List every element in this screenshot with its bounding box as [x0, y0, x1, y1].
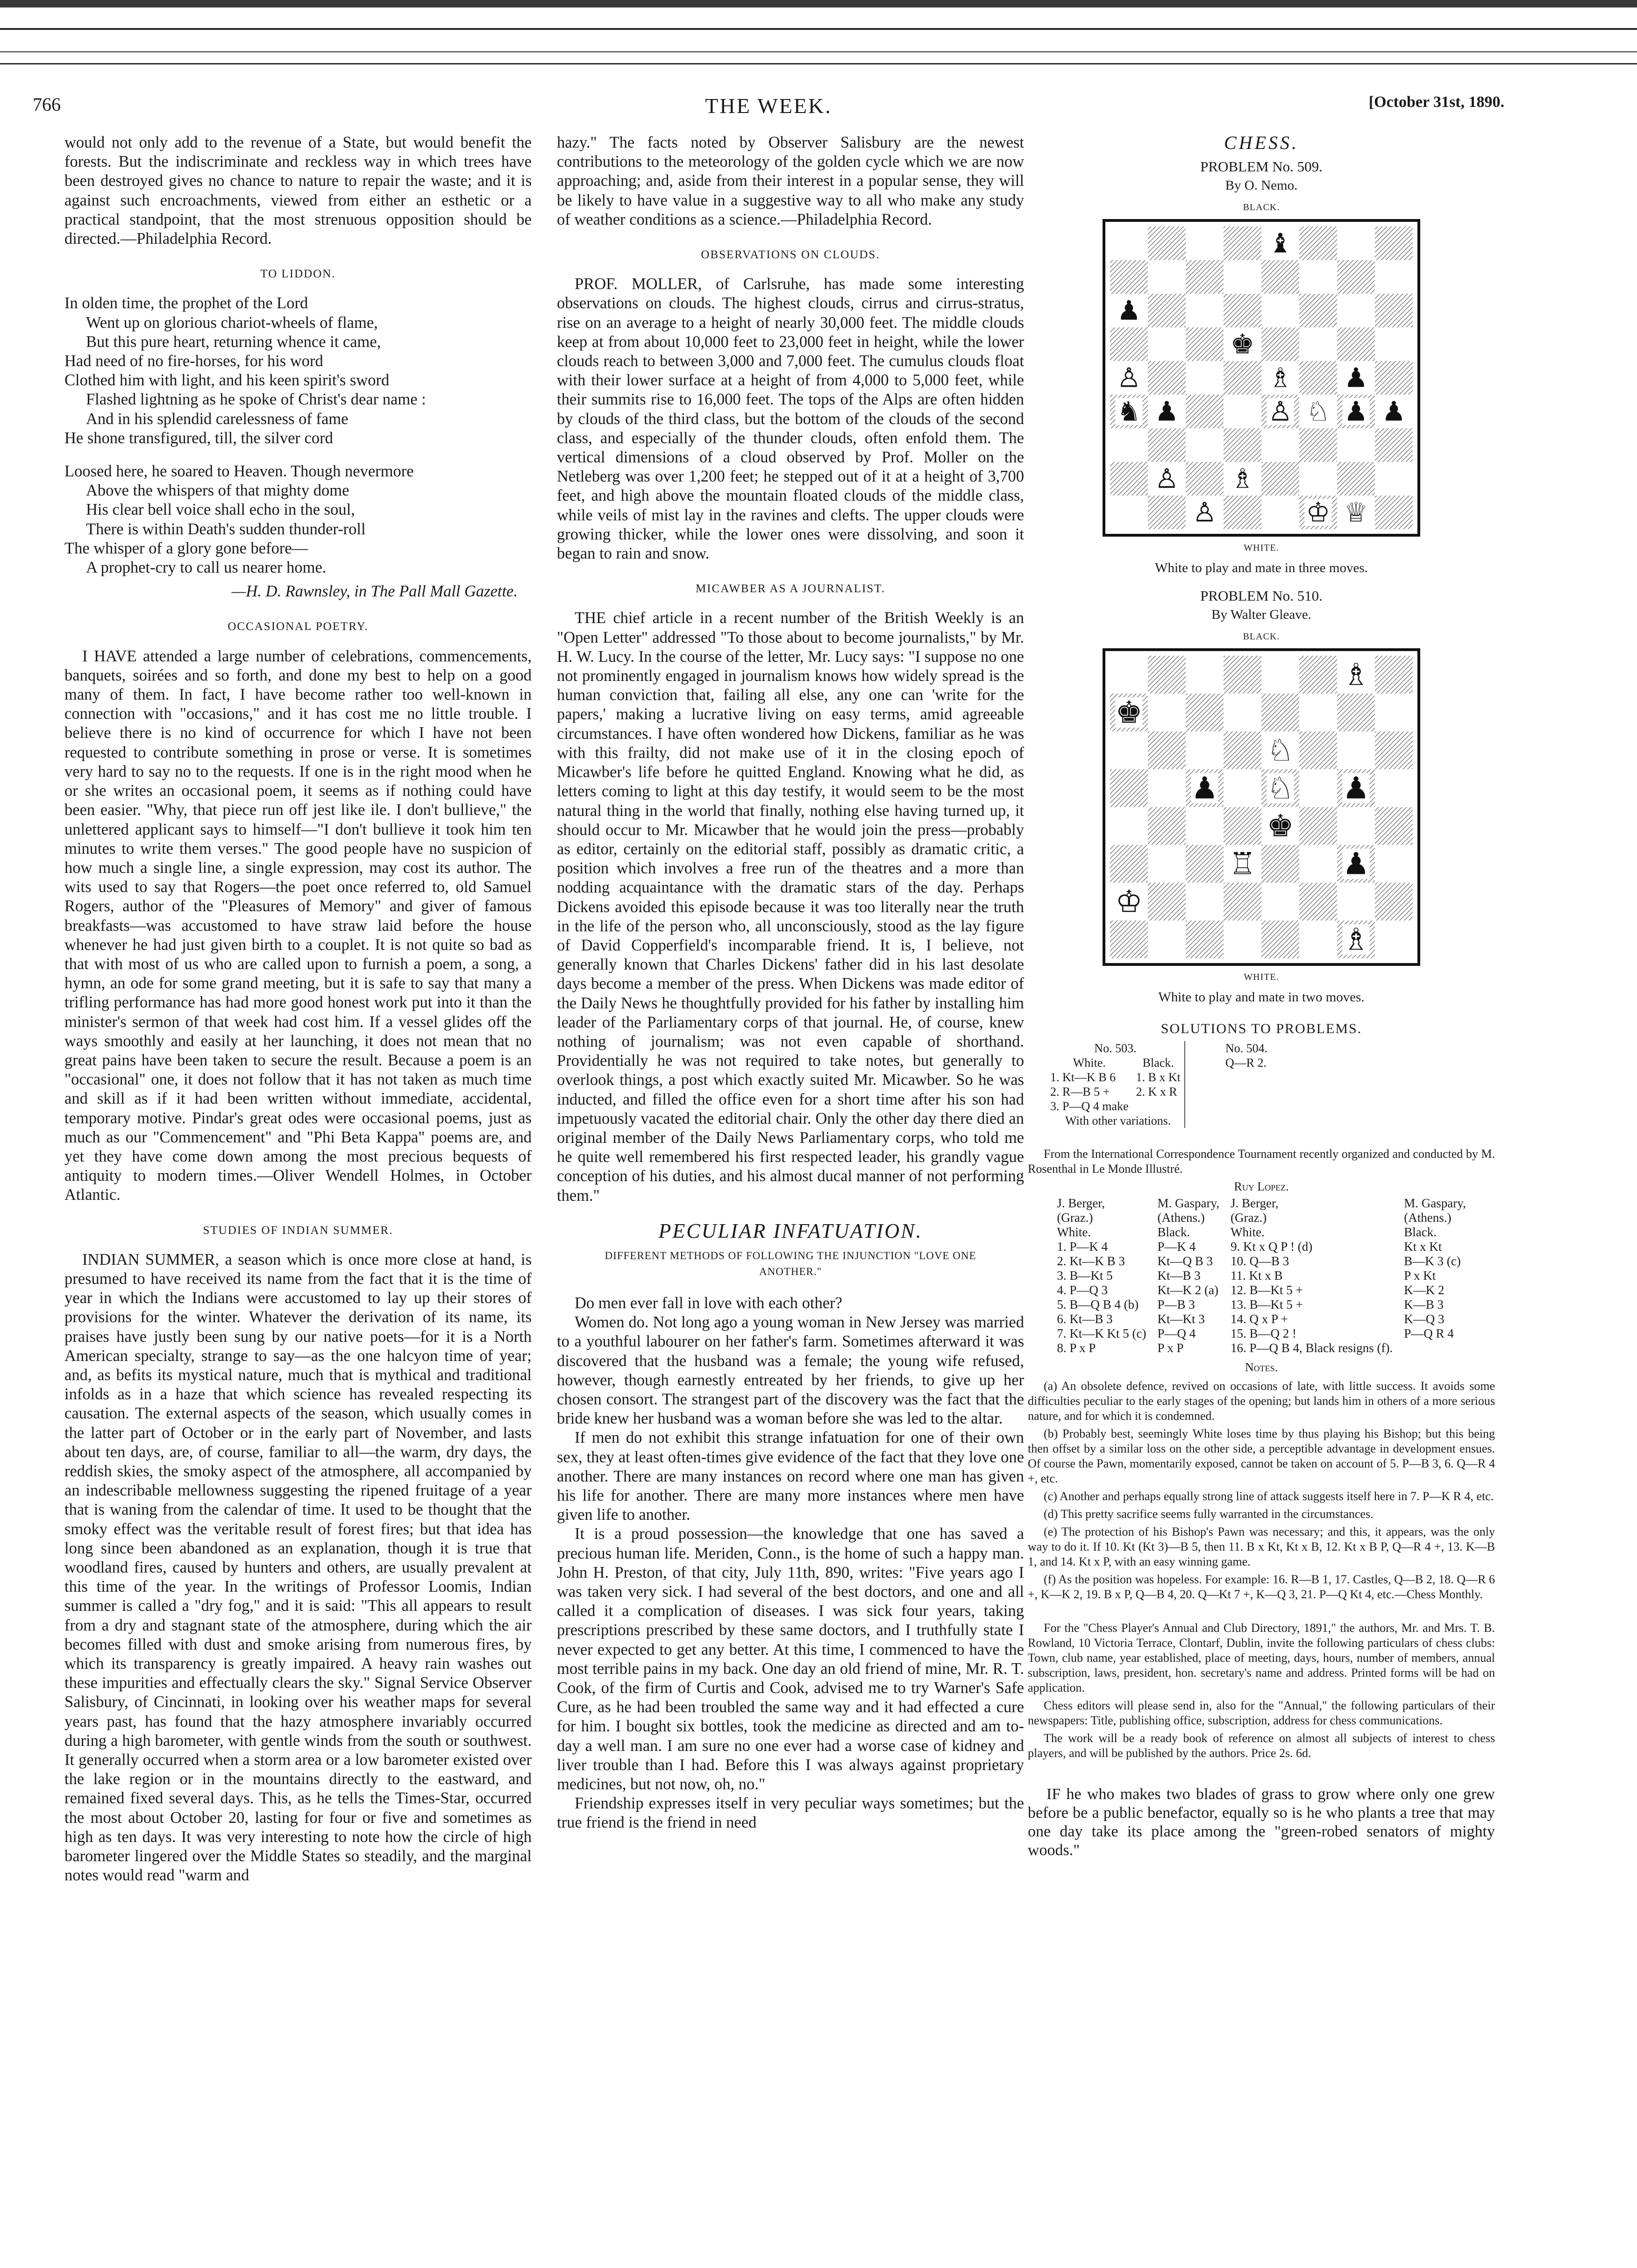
white-pawn-icon: ♙: [1154, 463, 1179, 495]
move-cell: P—B 3: [1157, 1297, 1195, 1311]
white-bishop-icon: ♗: [1342, 922, 1370, 957]
micawber-paragraph: THE chief article in a recent number of the British Weekly is an "Open Letter" addressed "To those about to become journalists," by Mr. H. W. Lucy. In the course of the letter, Mr. Lucy says: "I suppose no one not prominently engaged in journalism knows how widely spread is the human conviction that, failing all else, any one can 'write for the papers,' making a lucrative living on easy terms, amid agreeable circumstances. I have often wondered how Dickens, familiar as he was with this frailty, did not make use of it in the closing epoch of Micawber's life before he quitted England. Knowing what he did, as letters coming to light at this day testify, it would seem to be the most natural thing in the world that finally, nothing else having turned up, it should occur to Mr. Micawber that he would join the press—probably as editor, certainly on the editorial staff, possibly as dramatic critic, a position which involves a free run of the theatres and a more than nodding acquaintance with the dramatic stars of the day. Perhaps Dickens avoided this episode because it was too literally near the truth in the life of the person who, all unconsciously, stood as the lay figure of David Copperfield's incomparable friend. It is, I believe, not generally known that Charles Dickens' father did in his last desolate days become a member of the press. When Dickens was made editor of the Daily News he thoughtfully provided for his father by installing him leader of the Parliamentary corps of that journal. He, of course, knew nothing of journalism; was not even capable of shorthand. Providentially he was not required to take notes, but generally to overlook things, a post which exactly suited Mr. Micawber. So he was inducted, and filled the office even for a short time after his son had impetuously vacated the editorial chair. Only the other day there died an original member of the Daily News Parliamentary corps, who told me he quite well remembered his first respected leader, his grandly vague conception of his duties, and his almost ducal manner of not performing them.": [557, 609, 1024, 1205]
clouds-paragraph: PROF. MOLLER, of Carlsruhe, has made some interesting observations on clouds. The highest clouds, cirrus and cirrus-stratus, rise on an average to a height of nearly 30,000 feet. The middle clouds keep at from about 10,000 feet to 23,000 feet in height, while the lower clouds reach to between 3,000 and 7,000 feet. The cumulus clouds float with their lower surface at a height of from 4,000 to 5,000 feet, while their summits rise to 16,000 feet. The tops of the Alps are often hidden by clouds of the third class, but the bottom of the clouds of the second class, and especially of the thunder clouds, often enfold them. The vertical dimensions of a cloud observed by Prof. Moller on the Netleberg was over 1,200 feet; he stepped out of it at a height of 3,700 feet, and high above the mountain floated clouds of the middle class, while veils of mist lay in the ravines and clefts. The upper clouds were growing thicker, while the lower ones were dissolving, and soon it began to rain and snow.: [557, 275, 1024, 563]
player-b1: M. Gaspary,: [1157, 1196, 1219, 1210]
dark-square: [1261, 327, 1299, 361]
dark-square: [1186, 327, 1224, 361]
move-cell: 12. B—Kt 5 +: [1231, 1283, 1303, 1297]
move-row: [1051, 1283, 1471, 1297]
peculiar-infatuation-heading: PECULIAR INFATUATION.: [658, 1219, 923, 1242]
player-w2: J. Berger,: [1231, 1196, 1279, 1210]
white-bishop-icon: ♗: [1342, 657, 1370, 693]
dark-square: [1110, 845, 1148, 883]
move-cell: 4. P—Q 3: [1057, 1283, 1108, 1297]
grass-paragraph: IF he who makes two blades of grass to grow where only one grew before be a public benefactor, equally so is he who plants a tree that may one day take its place among the "green-robed senators of mighty woods.": [1028, 1786, 1495, 1859]
poem-line: Clothed him with light, and his keen spirit's sword: [64, 371, 390, 390]
move-cell: K—K 2: [1404, 1283, 1445, 1297]
black-pawn-icon: ♟: [1191, 771, 1218, 806]
move-cell: 15. B—Q 2 !: [1231, 1326, 1296, 1340]
annual-paragraph-2: Chess editors will please send in, also for the "Annual," the following particulars of their newspapers: Title, publishing office, subscription, address for chess communications.: [1028, 1699, 1495, 1727]
dark-square: [1224, 428, 1261, 462]
move-cell: P—Q R 4: [1404, 1326, 1454, 1340]
poem-line: Loosed here, he soared to Heaven. Though nevermore: [64, 462, 414, 481]
dark-square: [1375, 883, 1413, 921]
column-middle: [557, 133, 1024, 1833]
move-cell: K—Q 3: [1404, 1312, 1445, 1326]
move-cell: 13. B—Kt 5 +: [1231, 1297, 1303, 1311]
dark-square: [1148, 883, 1186, 921]
move-row: [1051, 1312, 1471, 1326]
white-pawn-icon: ♙: [1117, 362, 1141, 394]
dark-square: [1375, 428, 1413, 462]
player-b2: M. Gaspary,: [1404, 1196, 1466, 1210]
move-row: [1051, 1254, 1471, 1269]
white-knight-icon: ♘: [1306, 396, 1331, 427]
move-cell: 6. Kt—B 3: [1057, 1312, 1113, 1326]
white-pawn-icon: ♙: [1268, 396, 1293, 427]
dark-square: [1299, 807, 1337, 845]
move-row: [1051, 1240, 1471, 1254]
clouds-heading: OBSERVATIONS ON CLOUDS.: [701, 248, 880, 262]
move-cell: P—Q 4: [1157, 1326, 1196, 1340]
dark-square: [1224, 361, 1261, 395]
dark-square: [1261, 921, 1299, 958]
liddon-heading: TO LIDDON.: [260, 268, 336, 281]
move-cell: P x Kt: [1404, 1269, 1436, 1283]
pec-paragraph-5: Friendship expresses itself in very peculiar ways sometimes; but the true friend is the friend in need: [557, 1794, 1024, 1832]
liddon-poem: [64, 294, 532, 577]
poem-line: Went up on glorious chariot-wheels of flame,: [86, 313, 378, 332]
dark-square: [1186, 395, 1224, 428]
move-cell: 2. Kt—K B 3: [1057, 1254, 1125, 1268]
player-b2-side: Black.: [1404, 1225, 1437, 1239]
black-pawn-icon: ♟: [1342, 846, 1370, 882]
dark-square: [1337, 327, 1375, 361]
player-w2-city: (Graz.): [1231, 1211, 1267, 1225]
dark-square: [1148, 731, 1186, 769]
move-cell: [1398, 1341, 1471, 1355]
dark-square: [1148, 428, 1186, 462]
dark-square: [1148, 496, 1186, 529]
dark-square: [1148, 656, 1186, 694]
poem-line: Flashed lightning as he spoke of Christ's dear name :: [86, 390, 426, 409]
move-row: [1051, 1326, 1471, 1341]
peculiar-infatuation-subheading: DIFFERENT METHODS OF FOLLOWING THE INJUNCTION "LOVE ONE ANOTHER.": [605, 1249, 976, 1277]
problem-509-caption: White to play and mate in three moves.: [1155, 560, 1368, 575]
pec-paragraph-4: It is a proud possession—the knowledge that one has saved a precious human life. Meriden, Conn., is the home of such a happy man. John H. Preston, of that city, July 11th, 890, writes: "Five years ago I was taken very sick. I had several of the best doctors, and one and all called it a complication of diseases. I was sick four years, taking prescriptions prescribed by these same doctors, and I truthfully state I never expected to get any better. At this time, I commenced to have the most terrible pains in my back. One day an old friend of mine, Mr. R. T. Cook, of the firm of Curtis and Cook, advised me to try Warner's Safe Cure, as he had been troubled the same way and it had effected a cure for him. I bought six bottles, took the medicine as directed and am to-day a well man. I am sure no one ever had a worse case of kidney and liver trouble than I had. Before this I was always against proprietary medicines, but not now, oh, no.": [557, 1525, 1024, 1793]
dark-square: [1186, 845, 1224, 883]
dark-square: [1375, 731, 1413, 769]
dark-square: [1110, 462, 1148, 496]
poem-line: He shone transfigured, till, the silver cord: [64, 429, 333, 447]
dark-square: [1261, 694, 1299, 731]
move-cell: Kt—Q B 3: [1157, 1254, 1213, 1268]
problem-509-white-label: WHITE.: [1244, 543, 1279, 553]
note-paragraph: (f) As the position was hopeless. For example: 16. R—B 1, 17. Castles, Q—B 2, 18. Q—R 6 +, K—K 2, 19. B x P, Q—B 4, 20. Q—Kt 7 +, K—Q 3, 21. P—Q Kt 4, etc.—Chess Monthly.: [1028, 1573, 1495, 1601]
game-notes: [1028, 1379, 1495, 1602]
black-king-icon: ♚: [1267, 808, 1294, 844]
dark-square: [1224, 496, 1261, 529]
dark-square: [1337, 260, 1375, 294]
note-paragraph: (c) Another and perhaps equally strong line of attack suggests itself here in 7. P—K R 4, etc.: [1044, 1489, 1494, 1503]
white-king-icon: ♔: [1306, 496, 1331, 528]
move-cell: Kt—K 2 (a): [1157, 1283, 1218, 1297]
indian-summer-heading: STUDIES OF INDIAN SUMMER.: [203, 1224, 393, 1237]
dark-square: [1261, 462, 1299, 496]
dark-square: [1186, 260, 1224, 294]
white-pawn-icon: ♙: [1192, 496, 1217, 528]
move-row: [1051, 1341, 1471, 1355]
move-cell: K—B 3: [1404, 1297, 1444, 1311]
dark-square: [1375, 361, 1413, 395]
black-pawn-icon: ♟: [1342, 771, 1370, 806]
notes-heading: Notes.: [1245, 1361, 1278, 1374]
forest-paragraph: would not only add to the revenue of a State, but would benefit the forests. But the indiscriminate and reckless way in which trees have been destroyed gives no chance to nature to repair the waste; and it is against such encroachments, viewed from either an esthetic or a practical standpoint, that the most strenuous opposition should be directed.—Philadelphia Record.: [64, 134, 532, 248]
dark-square: [1186, 694, 1224, 731]
move-cell: Kt—Kt 3: [1157, 1312, 1205, 1326]
problem-510-caption: White to play and mate in two moves.: [1158, 990, 1365, 1005]
occasional-poetry-paragraph: I HAVE attended a large number of celebrations, commencements, banquets, soirées and so forth, and done my best to help on a good many of them. In fact, I have become rather too well-known in connection with "occasions," and it has cost me no little trouble. I believe there is no kind of occurrence for which I have not been requested to contribute something in prose or verse. It is sometimes very hard to say no to the requests. If one is in the right mood when he or she writes an occasional poem, it seems as if nothing could have been easier. "Why, that piece run off jest like ile. I don't bullieve," the unlettered applicant says to himself—"I don't bullieve it took him ten minutes to write them verses." The good people have no suspicion of how much a single line, a single expression, may cost its author. The wits used to say that Rogers—the poet once referred to, old Samuel Rogers, author of the "Pleasures of Memory" and giver of famous breakfasts—was accustomed to have straw laid before the house whenever he had just given birth to a couplet. It is not quite so bad as that with most of us who are called upon to furnish a poem, a song, a hymn, an ode for some grand meeting, but it is safe to say that many a trifling performance has had more good honest work put into it than the minister's sermon of that week had cost him. If a vessel glides off the ways smoothly and easily at her launching, it does not mean that no great pains have been taken to secure the result. Because a poem is an "occasional" one, it does not follow that it has not taken as much time and skill as if it had been written without immediate, accidental, temporary motive. Pindar's great odes were occasional poems, just as much as our "Commencement" and "Phi Beta Kappa" poems are, and yet they have come down among the most precious bequests of antiquity to modern times.—Oliver Wendell Holmes, in October Atlantic.: [64, 647, 532, 1204]
note-paragraph: (b) Probably best, seemingly White loses time by thus playing his Bishop; but this being then offset by a similar loss on the other side, a perceptible advantage in development ensues. Of course the Pawn, momentarily exposed, cannot be taken on account of 5. P—B 3, 6. Q—R 4 +, etc.: [1028, 1427, 1495, 1485]
column-left: [64, 133, 532, 1885]
dark-square: [1375, 227, 1413, 260]
pec-paragraph-1: Do men ever fall in love with each other?: [575, 1294, 842, 1312]
publication-title: THE WEEK.: [705, 94, 832, 118]
dark-square: [1261, 845, 1299, 883]
dark-square: [1375, 656, 1413, 694]
dark-square: [1337, 462, 1375, 496]
micawber-heading: MICAWBER AS A JOURNALIST.: [696, 582, 885, 595]
note-paragraph: (a) An obsolete defence, revived on occasions of late, with little success. It avoids some difficulties peculiar to the early stages of the opening; but lands him in others of a more serious nature, and for which it is condemned.: [1028, 1379, 1495, 1423]
dark-square: [1110, 260, 1148, 294]
move-cell: B—K 3 (c): [1404, 1254, 1461, 1268]
solution-503-black-label: Black.: [1142, 1056, 1174, 1070]
poem-line: Above the whispers of that mighty dome: [86, 482, 349, 500]
dark-square: [1148, 294, 1186, 327]
dark-square: [1110, 769, 1148, 807]
problem-509-title: PROBLEM No. 509.: [1200, 158, 1323, 175]
black-pawn-icon: ♟: [1381, 396, 1406, 427]
problem-509-black-label: BLACK.: [1243, 202, 1280, 213]
chess-heading: CHESS.: [1224, 132, 1299, 153]
dark-square: [1299, 227, 1337, 260]
player-w1-side: White.: [1057, 1225, 1091, 1239]
dark-square: [1110, 921, 1148, 958]
poem-line: His clear bell voice shall echo in the soul,: [86, 501, 355, 519]
black-pawn-icon: ♟: [1154, 396, 1179, 427]
annual-paragraph-3: The work will be a ready book of reference on almost all subjects of interest to chess players, and will be published by the authors. Price 2s. 6d.: [1028, 1731, 1495, 1760]
opening-name: Ruy Lopez.: [1234, 1180, 1289, 1193]
indian-summer-continuation: hazy." The facts noted by Observer Salisbury are the newest contributions to the meteorology of the golden cycle which we are now approaching; and, aside from their interest in a popular sense, they will be likely to have value in a suggestive way to all who make any study of weather conditions as a science.—Philadelphia Record.: [557, 134, 1024, 228]
move-cell: Kt x Kt: [1404, 1240, 1442, 1254]
dark-square: [1337, 694, 1375, 731]
problem-510-black-label: BLACK.: [1243, 631, 1280, 642]
black-pawn-icon: ♟: [1117, 295, 1141, 326]
annual-paragraph-1: For the "Chess Player's Annual and Club Directory, 1891," the authors, Mr. and Mrs. T. B. Rowland, 10 Victoria Terrace, Clontarf, Dublin, invite the following particulars of chess clubs: Town, club name, year established, place of meeting, days, hours, number of members, annual subscription, laws, president, hon. secretary's name and address. Printed forms will be had on application.: [1028, 1621, 1495, 1694]
solutions-heading: SOLUTIONS TO PROBLEMS.: [1160, 1021, 1362, 1036]
dark-square: [1224, 227, 1261, 260]
dark-square: [1148, 361, 1186, 395]
dark-square: [1224, 883, 1261, 921]
dark-square: [1299, 731, 1337, 769]
solution-503-head: No. 503.: [1094, 1042, 1137, 1055]
solution-503-w3: 3. P—Q 4 make: [1050, 1099, 1129, 1113]
white-king-icon: ♔: [1115, 884, 1143, 920]
white-knight-icon: ♘: [1267, 771, 1294, 806]
player-w1: J. Berger,: [1057, 1196, 1105, 1210]
column-chess: [1028, 133, 1495, 1860]
move-row: [1051, 1297, 1471, 1312]
dark-square: [1299, 428, 1337, 462]
move-cell: 9. Kt x Q P ! (d): [1231, 1240, 1313, 1254]
move-cell: P—K 4: [1157, 1240, 1196, 1254]
pec-paragraph-2: Women do. Not long ago a young woman in New Jersey was married to a youthful labourer on her father's farm. Sometimes afterward it was discovered that the husband was a female; the young wife refused, however, though earnestly entreated by her friends, to give up her chosen consort. The strangest part of the discovery was the fact that the bride knew her husband was a woman before she was led to the altar.: [557, 1313, 1024, 1428]
game-score-table: [1051, 1196, 1471, 1355]
poem-line: [64, 448, 532, 462]
dark-square: [1299, 361, 1337, 395]
solution-503-note: With other variations.: [1065, 1114, 1171, 1127]
poem-line: There is within Death's sudden thunder-roll: [86, 520, 366, 538]
dark-square: [1224, 807, 1261, 845]
solution-503-white-label: White.: [1073, 1056, 1106, 1070]
black-bishop-icon: ♝: [1268, 227, 1293, 259]
dark-square: [1375, 496, 1413, 529]
dark-square: [1224, 731, 1261, 769]
solution-504-head: No. 504.: [1225, 1042, 1268, 1055]
move-cell: 3. B—Kt 5: [1057, 1269, 1113, 1283]
page-number: 766: [33, 94, 61, 115]
dark-square: [1299, 656, 1337, 694]
black-knight-icon: ♞: [1117, 396, 1141, 427]
move-cell: 11. Kt x B: [1231, 1269, 1283, 1283]
note-paragraph: (e) The protection of his Bishop's Pawn was necessary; and this, it appears, was the only way to do it. If 10. Kt (Kt 3)—B 5, then 11. B x Kt, Kt x B, 12. Kt x B P, Q—R 4 +, 13. K—B 1, and 14. Kt x P, with an easy winning game.: [1028, 1525, 1495, 1568]
dark-square: [1375, 294, 1413, 327]
poem-line: But this pure heart, returning whence it came,: [86, 333, 381, 351]
player-b1-side: Black.: [1157, 1225, 1190, 1239]
problem-510-title: PROBLEM No. 510.: [1200, 588, 1323, 604]
issue-date: [October 31st, 1890.: [1368, 93, 1504, 111]
tournament-intro: From the International Correspondence Tournament recently organized and conducted by M. Rosenthal in Le Monde Illustré.: [1028, 1147, 1495, 1176]
problem-509-author: By O. Nemo.: [1225, 178, 1298, 193]
page-header: [33, 93, 1504, 121]
dark-square: [1375, 807, 1413, 845]
problem-510-white-label: WHITE.: [1244, 972, 1279, 982]
white-rook-icon: ♖: [1229, 846, 1256, 882]
tournament-section: [1028, 1147, 1495, 1761]
white-bishop-icon: ♗: [1230, 463, 1255, 495]
scan-top-edge: [0, 0, 1637, 70]
move-cell: P x P: [1157, 1341, 1184, 1355]
white-bishop-icon: ♗: [1268, 362, 1293, 394]
player-b2-city: (Athens.): [1404, 1211, 1452, 1225]
chess-board-509: [1103, 219, 1420, 537]
dark-square: [1224, 656, 1261, 694]
pec-paragraph-3: If men do not exhibit this strange infatuation for one of their own sex, they at least often-times give evidence of the fact that they love one another. There are many instances on record where one man has given his life for another. There are many more instances where men have given life to another.: [557, 1429, 1024, 1524]
poem-line: In olden time, the prophet of the Lord: [64, 294, 308, 312]
solution-503-b1: 1. B x Kt: [1136, 1070, 1181, 1084]
dark-square: [1110, 327, 1148, 361]
chess-board-510: [1103, 648, 1420, 966]
player-b1-city: (Athens.): [1157, 1211, 1205, 1225]
problem-510-author: By Walter Gleave.: [1211, 607, 1311, 622]
move-cell: 1. P—K 4: [1057, 1240, 1108, 1254]
move-cell: 10. Q—B 3: [1231, 1254, 1289, 1268]
solution-504-move: Q—R 2.: [1225, 1056, 1267, 1070]
dark-square: [1299, 883, 1337, 921]
indian-summer-paragraph: INDIAN SUMMER, a season which is once more close at hand, is presumed to have received its name from the fact that it is the time of year in which the Indians were accustomed to lay up their stores of provisions for the winter. Whatever the derivation of its name, its praises have justly been sung by our native poets—for it is a North American specialty, strange to say—as the one halcyon time of year; and, as befits its mystical nature, much that is mythical and traditional infolds as in a haze that which science has revealed respecting its causation. The external aspects of the season, which usually comes in the latter part of October or in the early part of November, and lasts about ten days, are, of course, familiar to all—the warm, dry days, the reddish skies, the smoky aspect of the atmosphere, all accompanied by an indescribable mellowness suggesting the ripened fruitage of a year that is waning from the calendar of time. It used to be thought that the smoky effect was the veritable result of forest fires; but that idea has long since been abandoned as an explanation, though it is true that woodland fires, caused by hunters and others, are usually prevalent at this time of the year. In the writings of Professor Loomis, Indian summer is called a "dry fog," and it is said: "This all appears to result from a dry and stagnant state of the atmosphere, during which the air becomes filled with dust and smoke arising from numerous fires, by which its transparency is greatly impaired. A heavy rain washes out these impurities and effectually clears the sky." Signal Service Observer Salisbury, of Cincinnati, in looking over his weather maps for several years past, has found that the hazy atmosphere invariably occurred during a high barometer, with gentle winds from the south or southwest. It generally occurred when a storm area or a low barometer existed over the lake region or in the mountains directly to the eastward, and remained fixed several days. This, as he tells the Times-Star, occurred the most about October 20, lasting for four or five and sometimes as high as ten days. It was very interesting to note how the circle of high barometer lingered over the Middle States so steadily, and the marginal notes would read "warm and: [64, 1250, 532, 1885]
poem-line: Had need of no fire-horses, for his word: [64, 352, 323, 370]
move-cell: 5. B—Q B 4 (b): [1057, 1297, 1139, 1311]
white-queen-icon: ♕: [1344, 496, 1368, 528]
move-cell: 16. P—Q B 4, Black resigns (f).: [1231, 1341, 1393, 1355]
dark-square: [1299, 294, 1337, 327]
solutions-table: [1046, 1041, 1271, 1128]
solution-503-b2: 2. K x R: [1136, 1085, 1177, 1099]
black-pawn-icon: ♟: [1344, 396, 1368, 427]
poem-line: A prophet-cry to call us nearer home.: [86, 559, 327, 577]
move-cell: 14. Q x P +: [1231, 1312, 1288, 1326]
move-cell: Kt—B 3: [1157, 1269, 1201, 1283]
black-pawn-icon: ♟: [1344, 362, 1368, 394]
move-row: [1051, 1269, 1471, 1283]
dark-square: [1224, 294, 1261, 327]
occasional-poetry-heading: OCCASIONAL POETRY.: [228, 620, 369, 633]
move-cell: 8. P x P: [1057, 1341, 1096, 1355]
move-cell: 7. Kt—K Kt 5 (c): [1057, 1326, 1146, 1340]
white-knight-icon: ♘: [1267, 733, 1294, 768]
poem-line: And in his splendid carelessness of fame: [86, 410, 349, 428]
black-king-icon: ♚: [1230, 328, 1255, 360]
dark-square: [1186, 921, 1224, 958]
dark-square: [1186, 462, 1224, 496]
dark-square: [1261, 260, 1299, 294]
dark-square: [1148, 807, 1186, 845]
grass-section: [1028, 1785, 1495, 1860]
poem-line: The whisper of a glory gone before—: [64, 539, 308, 557]
player-w2-side: White.: [1231, 1225, 1265, 1239]
solution-503-w2: 2. R—B 5 +: [1050, 1085, 1110, 1099]
player-w1-city: (Graz.): [1057, 1211, 1093, 1225]
note-paragraph: (d) This pretty sacrifice seems fully warranted in the circumstances.: [1044, 1507, 1374, 1521]
solution-503-w1: 1. Kt—K B 6: [1050, 1070, 1116, 1084]
black-king-icon: ♚: [1115, 695, 1143, 730]
liddon-signature: —H. D. Rawnsley, in The Pall Mall Gazette.: [231, 582, 518, 601]
dark-square: [1148, 227, 1186, 260]
